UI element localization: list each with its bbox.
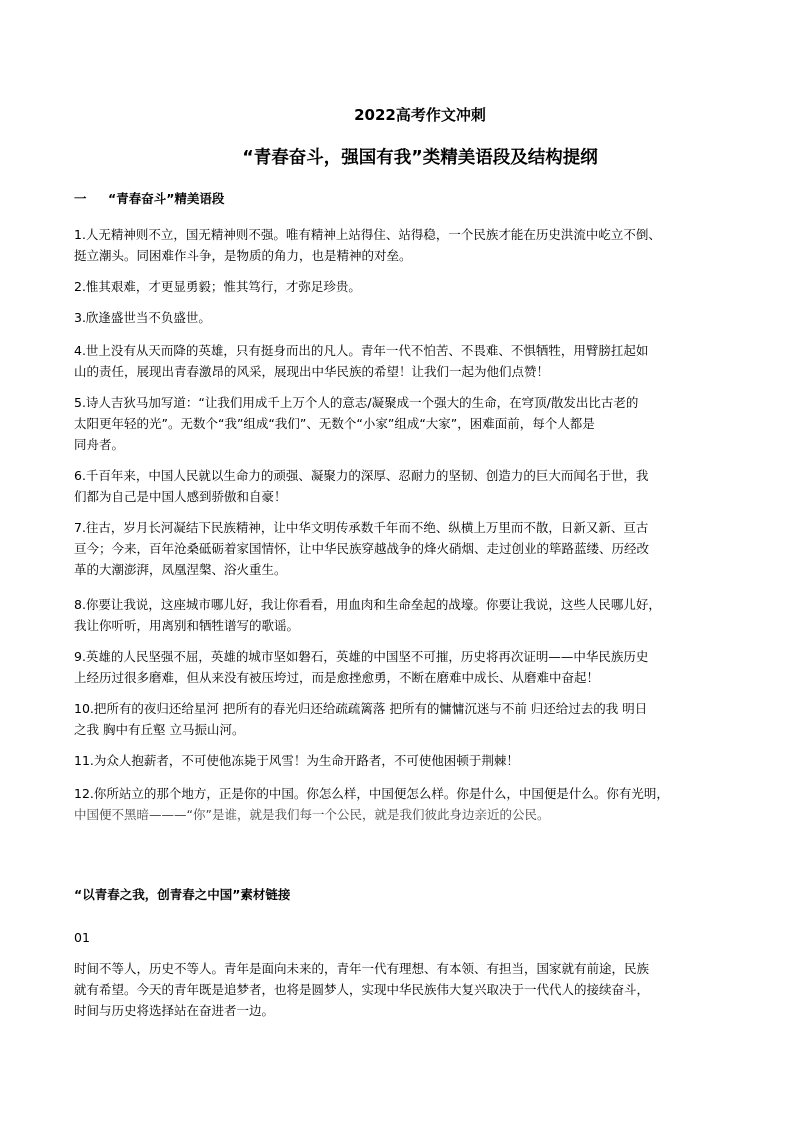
paragraph-line: 12.你所站立的那个地方，正是你的中国。你怎么样，中国便怎么样。你是什么，中国便是什么。你有光明， bbox=[74, 786, 669, 801]
document-title: 2022高考作文冲刺 bbox=[354, 106, 486, 124]
paragraph-line: 们都为自己是中国人感到骄傲和自豪！ bbox=[74, 489, 287, 504]
paragraph-3 bbox=[74, 307, 740, 328]
paragraph-4 bbox=[74, 340, 740, 382]
paragraph-line: 中国便不黑暗———“你”是谁，就是我们每一个公民，就是我们彼此身边亲近的公民。 bbox=[74, 807, 550, 822]
paragraph-line: 11.为众人抱薪者，不可使他冻毙于风雪！为生命开路者，不可使他困顿于荆棘！ bbox=[74, 753, 519, 768]
paragraph-line: 时间不等人，历史不等人。青年是面向未来的，青年一代有理想、有本领、有担当，国家就有前途，民族 bbox=[74, 961, 650, 976]
paragraph-line: 6.千百年来，中国人民就以生命力的顽强、凝聚力的深厚、忍耐力的坚韧、创造力的巨大而闻名于世，我 bbox=[74, 468, 649, 483]
paragraph-line: 上经历过很多磨难，但从来没有被压垮过，而是愈挫愈勇，不断在磨难中成长、从磨难中奋起！ bbox=[74, 670, 600, 685]
paragraph-5 bbox=[74, 392, 740, 455]
paragraph-11 bbox=[74, 750, 740, 771]
paragraph-line: 之我 胸中有丘壑 立马振山河。 bbox=[74, 722, 245, 737]
section1-heading-text: “青春奋斗”精美语段 bbox=[108, 191, 225, 206]
paragraph-line: 4.世上没有从天而降的英雄，只有挺身而出的凡人。青年一代不怕苦、不畏难、不惧牺牲，用臂膀扛起如 bbox=[74, 343, 649, 358]
paragraph-line: 9.英雄的人民坚强不屈，英雄的城市坚如磐石，英雄的中国坚不可摧，历史将再次证明——中华民族历史 bbox=[74, 649, 649, 664]
item-number: 01 bbox=[74, 930, 90, 945]
paragraph-line: 2.惟其艰难，才更显勇毅；惟其笃行，才弥足珍贵。 bbox=[74, 279, 361, 294]
paragraph-line: 挺立潮头。同困难作斗争，是物质的角力，也是精神的对垒。 bbox=[74, 248, 412, 263]
section2-paragraph bbox=[74, 958, 740, 1021]
document-subtitle: “青春奋斗，强国有我”类精美语段及结构提纲 bbox=[242, 148, 598, 168]
paragraph-line: 太阳更年轻的光”。无数个“我”组成“我们”、无数个“小家”组成“大家”，困难面前，每个人都是 bbox=[74, 416, 595, 431]
paragraph-12 bbox=[74, 783, 740, 825]
paragraph-line: 10.把所有的夜归还给星河 把所有的春光归还给疏疏篱落 把所有的慵慵沉迷与不前 归还给过去的我 明日 bbox=[74, 701, 648, 716]
paragraph-line: 亘今；今来，百年沧桑砥砺着家国情怀，让中华民族穿越战争的烽火硝烟、走过创业的筚路蓝缕、历经改 bbox=[74, 541, 650, 556]
paragraph-9 bbox=[74, 646, 740, 688]
paragraph-line: 8.你要让我说，这座城市哪儿好，我让你看看，用血肉和生命垒起的战壕。你要让我说，这些人民哪儿好， bbox=[74, 597, 661, 612]
paragraph-7 bbox=[74, 517, 740, 580]
paragraph-line: 同舟者。 bbox=[74, 437, 125, 452]
paragraph-1 bbox=[74, 224, 740, 266]
paragraph-line: 7.往古，岁月长河凝结下民族精神，让中华文明传承数千年而不绝、纵横上万里而不散，日新又新、亘古 bbox=[74, 520, 649, 535]
section1-number: 一 bbox=[74, 191, 87, 206]
paragraph-line: 5.诗人吉狄马加写道：“让我们用成千上万个人的意志/凝聚成一个强大的生命，在穹顶/散发出比古老的 bbox=[74, 395, 639, 410]
paragraph-10 bbox=[74, 698, 740, 740]
section2-heading: “以青春之我，创青春之中国”素材链接 bbox=[74, 887, 291, 902]
paragraph-6 bbox=[74, 465, 740, 507]
paragraph-line: 革的大潮澎湃，凤凰涅槃、浴火重生。 bbox=[74, 562, 287, 577]
section1-heading bbox=[74, 190, 224, 208]
paragraph-line: 我让你听听，用离别和牺牲谱写的歌谣。 bbox=[74, 618, 300, 633]
paragraph-line: 就有希望。今天的青年既是追梦者，也将是圆梦人，实现中华民族伟大复兴取决于一代代人的接续奋斗， bbox=[74, 982, 650, 997]
paragraph-line: 3.欣逢盛世当不负盛世。 bbox=[74, 310, 211, 325]
paragraph-8 bbox=[74, 594, 740, 636]
paragraph-line: 时间与历史将选择站在奋进者一边。 bbox=[74, 1003, 275, 1018]
paragraph-2 bbox=[74, 276, 740, 297]
paragraph-line: 山的责任，展现出青春激昂的风采，展现出中华民族的希望！让我们一起为他们点赞！ bbox=[74, 364, 550, 379]
section2-item-number bbox=[74, 927, 740, 948]
paragraph-line: 1.人无精神则不立，国无精神则不强。唯有精神上站得住、站得稳，一个民族才能在历史洪流中屹立不倒、 bbox=[74, 227, 661, 242]
